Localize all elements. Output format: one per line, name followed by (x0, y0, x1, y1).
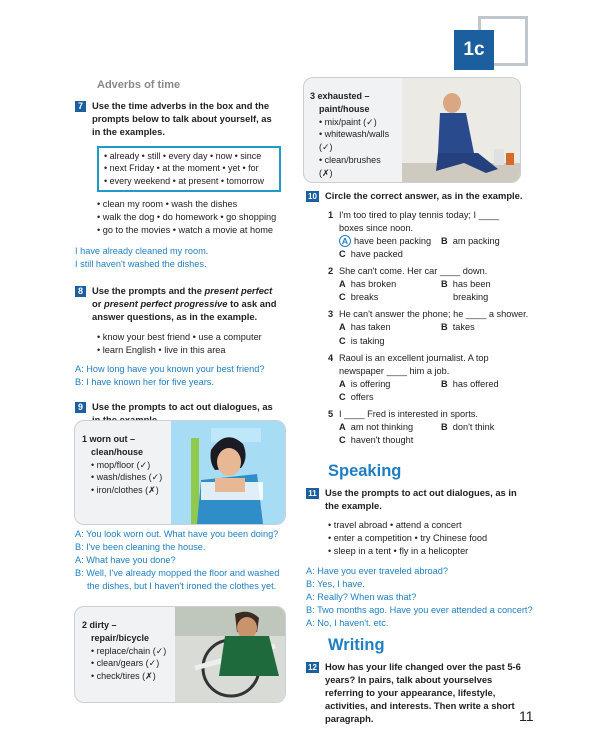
prompt-line: • enter a competition • try Chinese food (328, 533, 488, 544)
question-number: 1 (328, 209, 334, 220)
prompt-card-exhausted (303, 77, 521, 183)
dialogue-line: B: Two months ago. Have you ever attended a concert? (306, 604, 533, 615)
adverbs-heading: Adverbs of time (97, 79, 181, 91)
example-line: I still haven't washed the dishes. (75, 259, 207, 270)
card-title-2: repair/bicycle (91, 632, 150, 643)
dialogue-line: A: You look worn out. What have you been doing? (75, 529, 279, 539)
adverb-row: • every weekend • at present • tomorrow (104, 176, 265, 187)
adverb-row: • already • still • every day • now • since (104, 150, 262, 161)
exercise-number: 12 (306, 662, 319, 673)
exercise-number: 8 (75, 286, 86, 297)
example-line: I have already cleaned my room. (75, 246, 209, 256)
exercise-number: 10 (306, 191, 319, 202)
card-item: • replace/chain (✓) (91, 645, 167, 658)
option-b[interactable]: B am packing (441, 236, 500, 247)
exercise-instruction: Use the prompts to act out dialogues, as in the example. (325, 487, 517, 512)
writing-heading: Writing (328, 636, 385, 654)
question (328, 265, 531, 304)
dialogue-line: A: Have you ever traveled abroad? (306, 565, 448, 576)
dialogue-line: B: I've been cleaning the house. (75, 542, 206, 553)
exercise-instruction: Use the time adverbs in the box and the prompts below to talk about yourself, as in the examples. (92, 99, 272, 137)
dialogue-line: B: Well, I've already mopped the floor and washed (75, 568, 280, 579)
card-item: • mop/floor (✓) (91, 459, 167, 472)
option-b[interactable]: B has offered (441, 378, 499, 389)
question-number: 2 (328, 266, 334, 277)
option-c[interactable]: C is taking (339, 335, 385, 346)
prompt-line: • walk the dog • do homework • go shopping (97, 211, 277, 222)
adverb-row: • next Friday • at the moment • yet • for (104, 163, 259, 174)
dialogue-line: A: No, I haven't. etc. (306, 617, 389, 628)
exercise-instruction: How has your life changed over the past 5-6 years? In pairs, talk about yourselves referring to your appearance, lifestyle, activities, and interests. Then write a short paragraph. (325, 661, 521, 725)
card-item: • check/tires (✗) (91, 670, 167, 683)
option-c[interactable]: C haven't thought (339, 434, 414, 445)
option-b[interactable]: B has been (441, 279, 491, 290)
card-item: • wash/dishes (✓) (91, 471, 167, 484)
question-number: 3 (328, 309, 334, 320)
question-stem: I ____ Fred is interested in sports. (339, 408, 478, 419)
unit-badge: 1c (454, 30, 494, 70)
dialogue-line: the dishes, but I haven't ironed the clothes yet. (87, 581, 277, 592)
prompt-card-dirty (74, 606, 286, 703)
exercise-instruction: Circle the correct answer, as in the example. (325, 190, 523, 201)
card-item: • whitewash/walls (✓) (319, 128, 396, 154)
card-number: 2 (82, 620, 88, 630)
question-stem: newspaper ____ him a job. (339, 365, 450, 376)
prompt-line: • sleep in a tent • fly in a helicopter (328, 546, 469, 557)
option-b-continued: breaking (453, 292, 489, 303)
page-number: 11 (519, 708, 534, 724)
option-a[interactable]: A is offering (339, 378, 391, 389)
exercise-instruction: Use the prompts and the present perfect or present perfect progressive to ask and answer questions, as in the example. (92, 285, 277, 323)
option-c[interactable]: C offers (339, 391, 374, 402)
option-a[interactable]: A have been packing (339, 235, 441, 248)
dialogue-line: B: Yes, I have. (306, 578, 365, 589)
dialogue-line: A: How long have you known your best friend? (75, 364, 265, 375)
prompt-card-worn-out (74, 420, 286, 525)
option-a[interactable]: A has broken (339, 279, 397, 290)
dialogue-line: A: Really? When was that? (306, 591, 417, 602)
prompt-line: • know your best friend • use a computer (97, 332, 262, 343)
card-title-2: paint/house (319, 103, 370, 114)
exercise-number: 9 (75, 402, 86, 413)
speaking-heading: Speaking (328, 462, 402, 480)
option-c[interactable]: C have packed (339, 249, 403, 260)
exercise-number: 7 (75, 101, 86, 112)
option-a[interactable]: A has taken (339, 322, 391, 333)
card-title: dirty – (89, 620, 117, 630)
card-title: exhausted – (317, 91, 370, 101)
card-item: • mix/paint (✓) (319, 116, 396, 129)
exercise-instruction: Use the prompts to act out dialogues, as (92, 401, 273, 413)
prompt-line: • go to the movies • watch a movie at home (97, 224, 273, 235)
prompt-line: • learn English • live in this area (97, 345, 226, 356)
question-number: 5 (328, 408, 334, 419)
option-b[interactable]: B takes (441, 322, 475, 333)
option-c[interactable]: C breaks (339, 292, 379, 303)
painter-resting-photo (402, 77, 520, 183)
question (328, 308, 531, 347)
card-title: worn out – (89, 434, 136, 444)
prompt-line: • clean my room • wash the dishes (97, 198, 238, 209)
card-item: • clean/brushes (✗) (319, 154, 396, 180)
adverb-box (97, 146, 281, 192)
question (328, 209, 531, 261)
card-number: 1 (82, 434, 88, 444)
dialogue-line: B: I have known her for five years. (75, 377, 214, 388)
question-stem: She can't come. Her car ____ down. (339, 266, 488, 277)
card-item: • iron/clothes (✗) (91, 484, 167, 497)
card-number: 3 (310, 91, 316, 101)
bicycle-repair-photo (175, 606, 285, 702)
question-stem: boxes since noon. (339, 223, 414, 234)
dialogue-line: A: What have you done? (75, 555, 176, 566)
tired-woman-photo (171, 420, 285, 524)
question-stem: Raoul is an excellent journalist. A top (339, 352, 489, 363)
question-stem: I'm too tired to play tennis today; I ____ (339, 209, 500, 220)
prompt-line: • travel abroad • attend a concert (328, 520, 462, 531)
card-title-2: clean/house (91, 446, 144, 457)
question (328, 408, 531, 447)
card-item: • clean/gears (✓) (91, 657, 167, 670)
exercise-number: 11 (306, 488, 319, 499)
question-stem: He can't answer the phone; he ____ a shower. (339, 309, 529, 320)
question-number: 4 (328, 352, 334, 363)
option-b[interactable]: B don't think (441, 421, 495, 432)
option-a[interactable]: A am not thinking (339, 421, 414, 432)
question (328, 352, 531, 404)
